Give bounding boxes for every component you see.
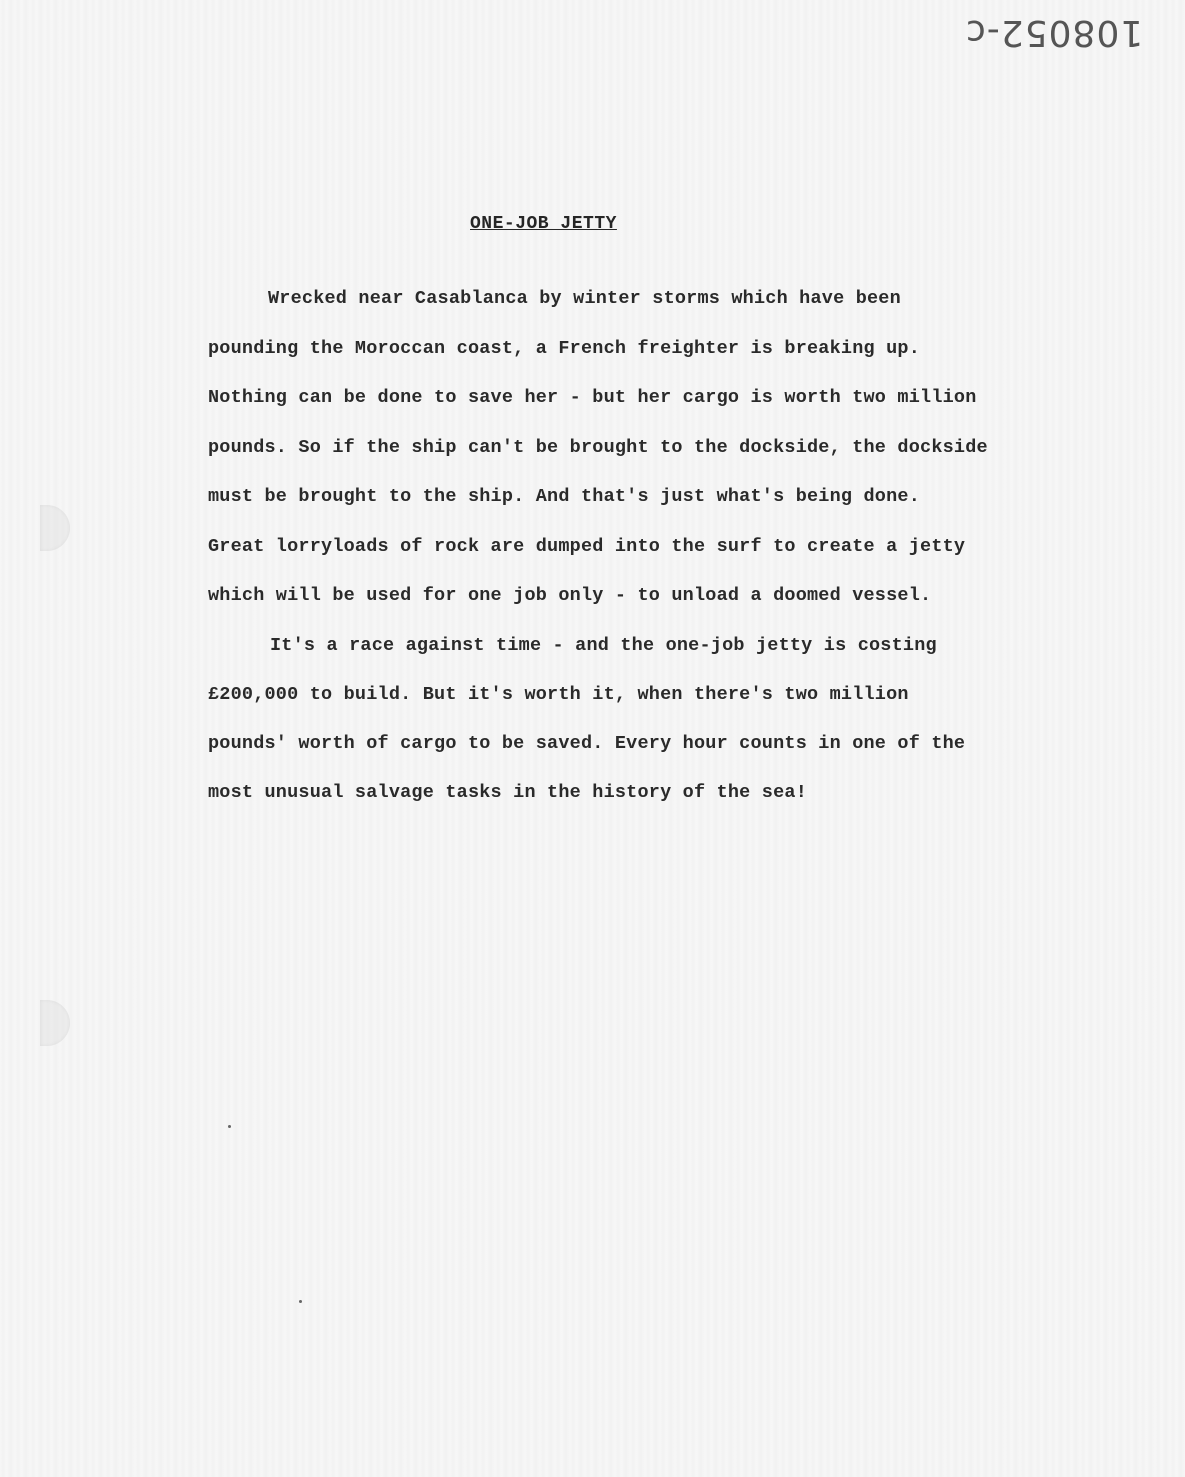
paper-speck — [299, 1300, 302, 1303]
punch-hole-upper — [40, 505, 70, 551]
paragraph-1-line-5: must be brought to the ship. And that's just what's being done. — [208, 486, 921, 507]
page-title: ONE-JOB JETTY — [470, 214, 617, 234]
paragraph-1-line-6: Great lorryloads of rock are dumped into the surf to create a jetty — [208, 536, 966, 557]
paragraph-1-line-3: Nothing can be done to save her - but her cargo is worth two million — [208, 387, 977, 408]
paragraph-1-line-1: Wrecked near Casablanca by winter storms which have been — [268, 288, 901, 309]
paragraph-2-line-1: It's a race against time - and the one-job jetty is costing — [270, 635, 937, 656]
paragraph-1-line-2: pounding the Moroccan coast, a French freighter is breaking up. — [208, 338, 921, 359]
paragraph-2-line-3: pounds' worth of cargo to be saved. Every hour counts in one of the — [208, 733, 966, 754]
archive-reference-number: 108052-c — [965, 12, 1144, 53]
paper-speck — [228, 1125, 231, 1128]
paragraph-2-line-2: £200,000 to build. But it's worth it, when there's two million — [208, 684, 909, 705]
paragraph-1-line-7: which will be used for one job only - to unload a doomed vessel. — [208, 585, 932, 606]
paragraph-2-line-4: most unusual salvage tasks in the history of the sea! — [208, 782, 807, 803]
punch-hole-lower — [40, 1000, 70, 1046]
paragraph-1-line-4: pounds. So if the ship can't be brought to the dockside, the dockside — [208, 437, 988, 458]
